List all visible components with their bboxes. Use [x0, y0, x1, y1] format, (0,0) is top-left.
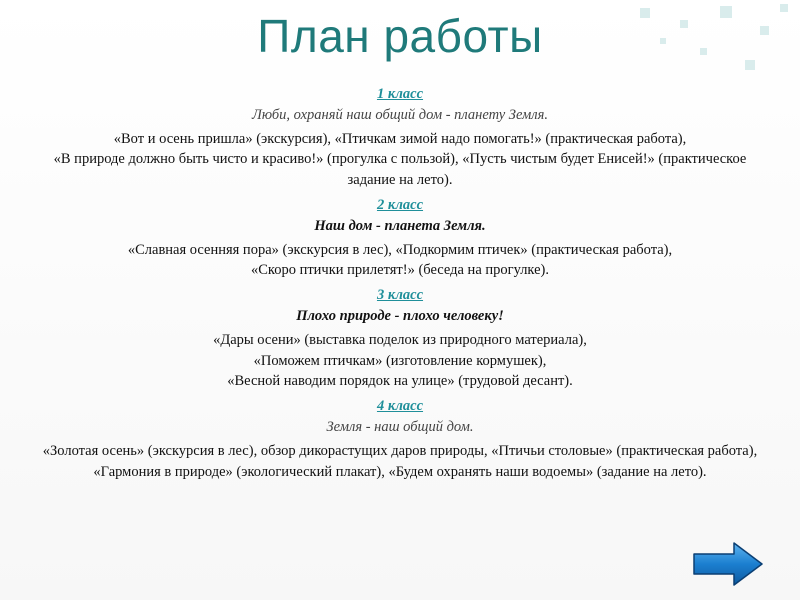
grade-1-heading: 1 класс	[376, 86, 424, 102]
grade-2-activity: «Скоро птички прилетят!» (беседа на прогулке).	[250, 262, 550, 279]
grade-4-heading: 4 класс	[376, 398, 424, 415]
grade-1-activity: «В природе должно быть чисто и красиво!» (прогулка с пользой), «Пусть чистым будет Енисей!» (практическое задание на лето).	[53, 151, 747, 189]
grade-2-activity: «Славная осенняя пора» (экскурсия в лес), «Подкормим птичек» (практическая работа),	[127, 241, 673, 258]
grade-3-heading: 3 класс	[376, 287, 424, 304]
grade-3-motto: Плохо природе - плохо человеку!	[296, 307, 504, 324]
next-slide-button[interactable]	[690, 540, 766, 588]
grade-3-activity: «Весной наводим порядок на улице» (трудовой десант).	[227, 373, 573, 390]
grade-3-activity: «Поможем птичкам» (изготовление кормушек),	[253, 352, 547, 369]
grade-2-motto: Наш дом - планета Земля.	[314, 217, 486, 234]
arrow-right-icon[interactable]	[694, 543, 762, 585]
slide-title: План работы	[257, 10, 543, 62]
grade-1-activity: «Вот и осень пришла» (экскурсия), «Птичкам зимой надо помогать!» (практическая работа),	[113, 130, 687, 147]
plan-content	[30, 80, 770, 482]
grade-2-heading: 2 класс	[376, 196, 424, 213]
grade-1-motto: Люби, охраняй наш общий дом - планету Земля.	[252, 106, 548, 123]
grade-3-activity: «Дары осени» (выставка поделок из природного материала),	[213, 331, 587, 348]
grade-4-activity: «Золотая осень» (экскурсия в лес), обзор дикорастущих даров природы, «Птичьи столовые» (практическая работа), «Гармония в природе» (экологический плакат), «Будем охранять наши водоемы» (задание на лето).	[42, 442, 758, 480]
grade-4-motto: Земля - наш общий дом.	[326, 418, 474, 435]
